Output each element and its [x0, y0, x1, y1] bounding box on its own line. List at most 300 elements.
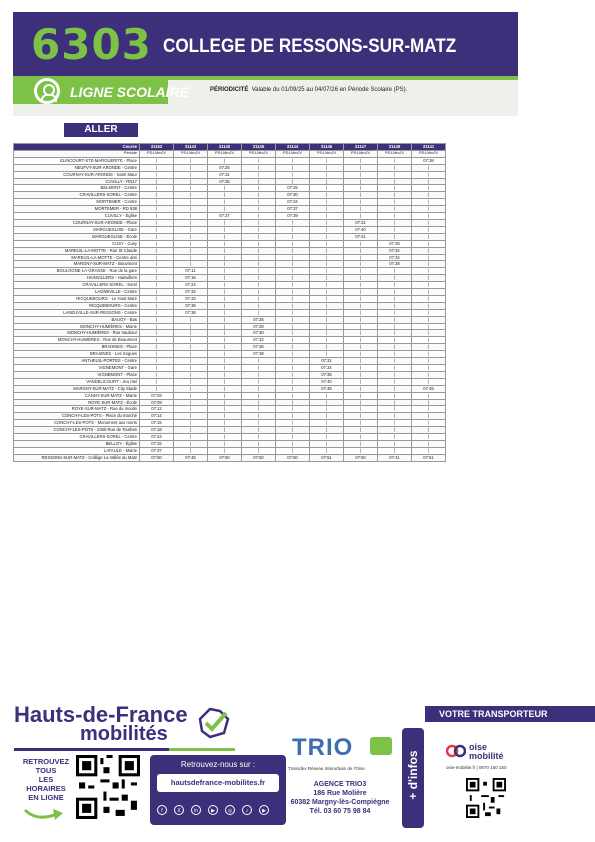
departure-time: |	[344, 413, 378, 420]
departure-time: |	[310, 261, 344, 268]
stop-name: HAINVILLERS - Hainvillers	[14, 275, 140, 282]
departure-time: |	[208, 385, 242, 392]
departure-time: |	[242, 282, 276, 289]
period-value: PS:LMmJV	[242, 150, 276, 157]
departure-time: |	[310, 344, 344, 351]
departure-time: |	[344, 365, 378, 372]
departure-time: |	[310, 337, 344, 344]
departure-time: |	[208, 427, 242, 434]
departure-time: |	[140, 178, 174, 185]
departure-time: |	[208, 413, 242, 420]
departure-time: 07:09	[140, 399, 174, 406]
departure-time: |	[344, 440, 378, 447]
departure-time: |	[276, 365, 310, 372]
departure-time: |	[174, 323, 208, 330]
departure-time: |	[208, 219, 242, 226]
departure-time: |	[412, 406, 446, 413]
departure-time: |	[412, 378, 446, 385]
departure-time: |	[378, 447, 412, 454]
departure-time: |	[208, 309, 242, 316]
table-row	[14, 316, 446, 323]
table-row	[14, 199, 446, 206]
departure-time: |	[378, 351, 412, 358]
course-number: 31140	[208, 144, 242, 151]
departure-time: |	[242, 219, 276, 226]
departure-time: |	[344, 323, 378, 330]
x-icon[interactable]: X	[174, 805, 184, 815]
departure-time: |	[412, 233, 446, 240]
retrouvez-line: RETROUVEZ	[22, 757, 70, 766]
hdf-map-icon	[196, 705, 232, 741]
oise-logo-text: oise	[469, 742, 488, 752]
departure-time: |	[412, 337, 446, 344]
departure-time: |	[412, 185, 446, 192]
departure-time: |	[344, 378, 378, 385]
website-link[interactable]: hautsdefrance-mobilites.fr	[157, 774, 279, 792]
departure-time: |	[378, 413, 412, 420]
departure-time: |	[412, 399, 446, 406]
departure-time: 07:32	[378, 247, 412, 254]
departure-time: |	[412, 289, 446, 296]
departure-time: |	[276, 420, 310, 427]
departure-time: |	[310, 413, 344, 420]
departure-time: |	[208, 302, 242, 309]
departure-time: |	[208, 261, 242, 268]
departure-time: |	[276, 385, 310, 392]
stop-name: MONCHY-HUMIÈRES - Rue de Beaumont	[14, 337, 140, 344]
departure-time: |	[378, 302, 412, 309]
stop-name: VANDELICOURT - Jeu ritel	[14, 378, 140, 385]
departure-time: |	[276, 233, 310, 240]
departure-time: |	[140, 289, 174, 296]
departure-time: |	[344, 406, 378, 413]
departure-time: |	[310, 323, 344, 330]
table-row	[14, 420, 446, 427]
direction-label: ALLER	[64, 123, 138, 137]
oise-mobilite-logo-icon	[446, 744, 466, 758]
departure-time: |	[208, 316, 242, 323]
stop-name: ELINCOURT-STE-MARGUERITE - Place	[14, 157, 140, 164]
departure-time: |	[378, 289, 412, 296]
departure-time: |	[310, 219, 344, 226]
departure-time: |	[344, 344, 378, 351]
departure-time: |	[276, 240, 310, 247]
departure-time: |	[276, 413, 310, 420]
departure-time: |	[242, 157, 276, 164]
departure-time: |	[242, 406, 276, 413]
departure-time: |	[208, 233, 242, 240]
departure-time: |	[208, 371, 242, 378]
departure-time: |	[276, 378, 310, 385]
departure-time: 07:38	[378, 261, 412, 268]
departure-time: |	[344, 309, 378, 316]
departure-time: 07:25	[208, 164, 242, 171]
departure-time: 07:24	[140, 434, 174, 441]
departure-time: |	[344, 282, 378, 289]
table-row	[14, 206, 446, 213]
tiktok-icon[interactable]: ♪	[242, 805, 252, 815]
hdf-logo-text: Hauts-de-France	[14, 702, 188, 727]
departure-time: |	[242, 399, 276, 406]
agence-address	[288, 780, 392, 816]
departure-time: |	[344, 420, 378, 427]
departure-time: |	[276, 337, 310, 344]
departure-time: |	[378, 378, 412, 385]
departure-time: |	[140, 185, 174, 192]
retrouvez-line: TOUS	[35, 766, 57, 775]
departure-time: |	[174, 378, 208, 385]
departure-time: 07:32	[140, 440, 174, 447]
departure-time: |	[242, 385, 276, 392]
departure-time: |	[242, 275, 276, 282]
departure-time: |	[344, 254, 378, 261]
stop-name: MORTEMER - Centre	[14, 199, 140, 206]
departure-time: |	[378, 268, 412, 275]
departure-time: |	[378, 157, 412, 164]
stop-name: BELMONT - Centre	[14, 185, 140, 192]
departure-time: |	[242, 254, 276, 261]
departure-time: |	[344, 289, 378, 296]
departure-time: |	[174, 351, 208, 358]
stop-name: CONCHY-LES-POTS - 2300 Rue de Tourbes	[14, 427, 140, 434]
departure-time: |	[412, 371, 446, 378]
departure-time: 07:38	[412, 157, 446, 164]
departure-time: |	[174, 247, 208, 254]
departure-time: |	[378, 440, 412, 447]
departure-time: |	[310, 199, 344, 206]
departure-time: |	[208, 337, 242, 344]
departure-time: |	[174, 192, 208, 199]
departure-time: |	[412, 427, 446, 434]
departure-time: |	[412, 206, 446, 213]
departure-time: 07:03	[140, 392, 174, 399]
table-row	[14, 185, 446, 192]
departure-time: |	[276, 275, 310, 282]
periodicity-text: Valable du 01/09/25 au 04/07/26 en Période Scolaire (PS).	[251, 87, 408, 93]
departure-time: |	[310, 192, 344, 199]
departure-time: 07:37	[208, 213, 242, 220]
trio-subtitle: Transdev Réseau Interurbain de l'Oise	[288, 766, 365, 771]
departure-time: |	[208, 295, 242, 302]
table-row	[14, 337, 446, 344]
departure-time: |	[344, 206, 378, 213]
departure-time: |	[174, 385, 208, 392]
trio-logo: TRIO	[292, 734, 354, 761]
departure-time: |	[174, 199, 208, 206]
table-row	[14, 219, 446, 226]
table-row	[14, 226, 446, 233]
departure-time: 07:46	[310, 385, 344, 392]
qr-code-icon[interactable]	[76, 755, 140, 819]
departure-time: |	[242, 309, 276, 316]
stop-name: MORTEMER - RD 938	[14, 206, 140, 213]
departure-time: |	[378, 392, 412, 399]
departure-time: |	[344, 371, 378, 378]
departure-time: |	[140, 378, 174, 385]
departure-time: |	[412, 434, 446, 441]
departure-time: |	[242, 178, 276, 185]
course-number: 31149	[378, 144, 412, 151]
departure-time: |	[174, 413, 208, 420]
departure-time: |	[208, 240, 242, 247]
departure-time: 07:15	[140, 420, 174, 427]
facebook-icon[interactable]: f	[157, 805, 167, 815]
departure-time: |	[412, 199, 446, 206]
departure-time: |	[276, 371, 310, 378]
departure-time: |	[140, 240, 174, 247]
table-row	[14, 399, 446, 406]
stop-name: BAUGY - Bas	[14, 316, 140, 323]
agence-line: Tél. 03 60 75 98 84	[309, 808, 371, 815]
departure-time: |	[344, 330, 378, 337]
departure-time: |	[378, 219, 412, 226]
departure-time: |	[276, 406, 310, 413]
departure-time: |	[276, 351, 310, 358]
departure-time: |	[208, 282, 242, 289]
stop-name: RICQUEBOURG - Le Haut Maré	[14, 295, 140, 302]
table-row	[14, 323, 446, 330]
course-header-row	[14, 144, 446, 151]
stop-name: MONCHY-HUMIÈRES - Mairie	[14, 323, 140, 330]
stop-name: CRAVILLERS-SOREL - Centre	[14, 434, 140, 441]
table-row	[14, 344, 446, 351]
departure-time: |	[140, 254, 174, 261]
departure-time: |	[344, 199, 378, 206]
stop-name: ANTHEUIL-PORTES - Centre	[14, 358, 140, 365]
departure-time: |	[378, 420, 412, 427]
departure-time: |	[208, 351, 242, 358]
course-number: 31141	[412, 144, 446, 151]
table-row	[14, 309, 446, 316]
departure-time: |	[208, 199, 242, 206]
periodicity	[210, 87, 407, 93]
table-row	[14, 302, 446, 309]
departure-time: |	[242, 213, 276, 220]
departure-time: |	[140, 206, 174, 213]
table-row	[14, 233, 446, 240]
departure-time: 07:36	[310, 371, 344, 378]
departure-time: |	[140, 247, 174, 254]
departure-time: 07:51	[412, 454, 446, 461]
departure-time: |	[276, 392, 310, 399]
departure-time: |	[378, 330, 412, 337]
instagram-icon[interactable]: ◎	[225, 805, 235, 815]
hdf-logo-subtext: mobilités	[80, 723, 168, 745]
departure-time: |	[140, 358, 174, 365]
departure-time: |	[276, 178, 310, 185]
departure-time: |	[276, 268, 310, 275]
departure-time: |	[412, 365, 446, 372]
departure-time: |	[174, 420, 208, 427]
departure-time: |	[174, 371, 208, 378]
play-icon[interactable]: ▶	[208, 805, 218, 815]
departure-time: |	[174, 316, 208, 323]
departure-time: |	[242, 247, 276, 254]
table-row	[14, 406, 446, 413]
departure-time: 07:11	[174, 268, 208, 275]
departure-time: |	[310, 427, 344, 434]
departure-time: |	[310, 247, 344, 254]
departure-time: |	[140, 337, 174, 344]
departure-time: |	[174, 164, 208, 171]
departure-time: 07:50	[208, 454, 242, 461]
departure-time: |	[412, 420, 446, 427]
departure-time: |	[344, 337, 378, 344]
departure-time: |	[412, 302, 446, 309]
departure-time: |	[276, 254, 310, 261]
departure-time: |	[276, 226, 310, 233]
period-row	[14, 150, 446, 157]
departure-time: |	[378, 171, 412, 178]
departure-time: |	[174, 337, 208, 344]
departure-time: |	[310, 351, 344, 358]
departure-time: |	[242, 240, 276, 247]
table-row	[14, 171, 446, 178]
departure-time: |	[174, 240, 208, 247]
departure-time: |	[412, 219, 446, 226]
departure-time: |	[310, 226, 344, 233]
stop-name: LANEUVILLE-SUR-RESSONS - Centre	[14, 309, 140, 316]
departure-time: |	[208, 420, 242, 427]
departure-time: |	[208, 399, 242, 406]
departure-time: |	[208, 192, 242, 199]
table-row	[14, 157, 446, 164]
departure-time: 07:50	[344, 454, 378, 461]
departure-time: |	[174, 185, 208, 192]
youtube-icon[interactable]: ▶	[259, 805, 269, 815]
departure-time: |	[310, 289, 344, 296]
departure-time: |	[276, 289, 310, 296]
departure-time: |	[412, 240, 446, 247]
departure-time: 07:37	[140, 447, 174, 454]
departure-time: |	[174, 406, 208, 413]
departure-time: |	[242, 164, 276, 171]
departure-time: 07:31	[344, 219, 378, 226]
stop-name: LAGNEVILLE - Centre	[14, 289, 140, 296]
departure-time: |	[412, 282, 446, 289]
departure-time: |	[378, 185, 412, 192]
departure-time: |	[378, 275, 412, 282]
departure-time: |	[242, 171, 276, 178]
departure-time: 07:36	[242, 344, 276, 351]
course-number: 31162	[140, 144, 174, 151]
departure-time: |	[310, 330, 344, 337]
departure-time: |	[310, 178, 344, 185]
departure-time: |	[242, 199, 276, 206]
stop-name: MARGUEGLISE - École	[14, 233, 140, 240]
departure-time: |	[140, 164, 174, 171]
stop-name: BRAISNES - Place	[14, 344, 140, 351]
oise-logo-subtext: mobilité	[469, 751, 504, 761]
stop-name: MONCHY-HUMIÈRES - Rue Vaubour	[14, 330, 140, 337]
stop-name: VIGNEMONT - Gare	[14, 365, 140, 372]
departure-time: |	[174, 233, 208, 240]
departure-time: |	[378, 316, 412, 323]
departure-time: |	[140, 316, 174, 323]
departure-time: |	[378, 178, 412, 185]
departure-time: |	[412, 247, 446, 254]
departure-time: |	[208, 330, 242, 337]
table-row	[14, 440, 446, 447]
departure-time: |	[344, 157, 378, 164]
linkedin-icon[interactable]: in	[191, 805, 201, 815]
departure-time: |	[378, 337, 412, 344]
stop-name: LATAULE - Mairie	[14, 447, 140, 454]
table-row	[14, 358, 446, 365]
departure-time: |	[378, 371, 412, 378]
departure-time: |	[276, 434, 310, 441]
departure-time: 07:37	[276, 206, 310, 213]
departure-time: |	[140, 226, 174, 233]
table-row	[14, 178, 446, 185]
departure-time: 07:38	[174, 309, 208, 316]
route-number: 6303	[31, 20, 152, 69]
departure-time: |	[310, 440, 344, 447]
departure-time: |	[310, 295, 344, 302]
departure-time: |	[310, 275, 344, 282]
departure-time: |	[174, 358, 208, 365]
retrouvez-nous-label: Retrouvez-nous sur :	[180, 760, 256, 769]
departure-time: |	[344, 351, 378, 358]
retrouvez-line: LES HORAIRES	[26, 775, 66, 793]
stop-name: CRAVILLERS-SOREL - Sorel	[14, 282, 140, 289]
departure-time: |	[412, 392, 446, 399]
departure-time: |	[276, 427, 310, 434]
stop-name: CUSY - Cusy	[14, 240, 140, 247]
agence-line: AGENCE TRIO3	[313, 781, 367, 788]
departure-time: |	[310, 282, 344, 289]
departure-time: |	[310, 185, 344, 192]
departure-time: |	[310, 316, 344, 323]
qr-code-icon[interactable]	[466, 778, 506, 818]
stop-name: BELLOY - Église	[14, 440, 140, 447]
departure-time: |	[378, 213, 412, 220]
departure-time: |	[242, 289, 276, 296]
departure-time: |	[344, 247, 378, 254]
departure-time: |	[344, 185, 378, 192]
table-row	[14, 454, 446, 461]
departure-time: |	[276, 399, 310, 406]
departure-time: |	[140, 268, 174, 275]
departure-time: |	[344, 358, 378, 365]
period-value: PS:LMmJV	[140, 150, 174, 157]
departure-time: |	[344, 171, 378, 178]
course-number: 31145	[242, 144, 276, 151]
plus-infos-label: + d'infos	[406, 750, 420, 800]
departure-time: |	[344, 447, 378, 454]
departure-time: |	[242, 420, 276, 427]
stop-name: MARGUEGLISE - Gare	[14, 226, 140, 233]
departure-time: |	[378, 164, 412, 171]
retrouvez-line: EN LIGNE	[28, 793, 64, 802]
departure-time: |	[242, 233, 276, 240]
table-row	[14, 240, 446, 247]
departure-time: |	[412, 330, 446, 337]
departure-time: |	[310, 302, 344, 309]
departure-time: |	[208, 247, 242, 254]
departure-time: |	[174, 219, 208, 226]
departure-time: |	[174, 157, 208, 164]
departure-time: |	[140, 295, 174, 302]
departure-time: |	[378, 344, 412, 351]
departure-time: 07:18	[140, 427, 174, 434]
departure-time: |	[344, 302, 378, 309]
departure-time: |	[208, 323, 242, 330]
departure-time: 07:39	[276, 213, 310, 220]
departure-time: |	[412, 358, 446, 365]
departure-time: |	[242, 358, 276, 365]
course-number: 31143	[174, 144, 208, 151]
